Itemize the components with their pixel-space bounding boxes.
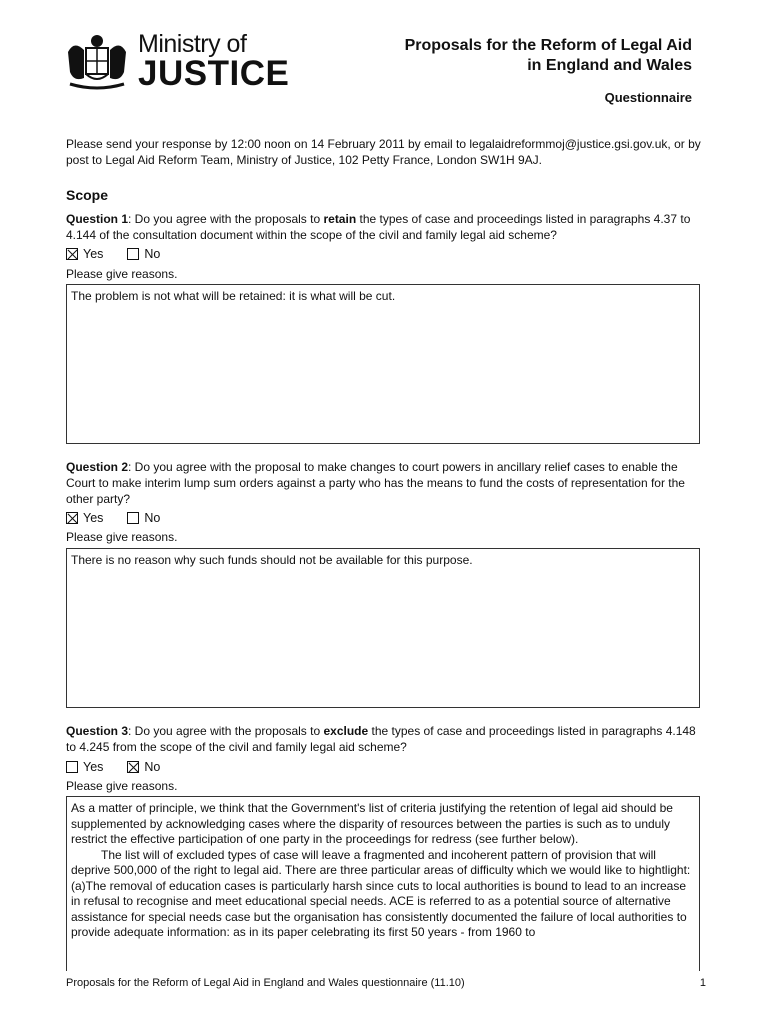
question-1-answer: The problem is not what will be retained: it is what will be cut.	[71, 289, 396, 303]
question-3-text	[66, 723, 706, 755]
question-1-no-label: No	[144, 247, 161, 261]
question-3-reasons-label: Please give reasons.	[66, 779, 178, 793]
document-title	[405, 36, 692, 76]
footer-text: Proposals for the Reform of Legal Aid in England and Wales questionnaire (11.10)	[66, 977, 465, 989]
question-2-label: Question 2	[66, 460, 129, 474]
question-3-answer-p1: As a matter of principle, we think that the Government's list of criteria justifying the retention of legal aid should be supplemented by acknowledging cases where the disparity of resources between the parties is such as to unduly restrict the effective participation of one party in the proceedings for redress (see further below).	[71, 801, 673, 846]
question-2-answer: There is no reason why such funds should not be available for this purpose.	[71, 553, 473, 567]
question-2-yes-label: Yes	[83, 511, 104, 525]
question-2-text	[66, 459, 706, 507]
question-2-yes-option[interactable]	[66, 511, 103, 525]
question-3-pre: : Do you agree with the proposals to	[128, 724, 324, 738]
question-2-answer-box[interactable]	[66, 548, 700, 708]
question-3-post: the types of case and proceedings listed in paragraphs 4.148 to 4.245 from the scope of the civil and family legal aid scheme?	[66, 724, 696, 754]
section-title: Scope	[66, 187, 109, 203]
question-3-yes-label: Yes	[83, 760, 104, 774]
logo-justice-text: JUSTICE	[138, 54, 290, 93]
question-1-answer-box[interactable]	[66, 284, 700, 444]
question-1-yes-checkbox[interactable]	[66, 248, 78, 260]
question-2-options	[66, 511, 160, 525]
question-1-pre: : Do you agree with the proposals to	[128, 212, 324, 226]
question-1-reasons-label: Please give reasons.	[66, 267, 178, 281]
question-1-text	[66, 211, 706, 243]
question-1-yes-option[interactable]	[66, 247, 103, 261]
question-3-options	[66, 760, 160, 774]
question-1-post: the types of case and proceedings listed in paragraphs 4.37 to 4.144 of the consultation document within the scope of the civil and family legal aid scheme?	[66, 212, 691, 242]
question-3-no-option[interactable]	[127, 760, 160, 774]
question-3-no-label: No	[144, 760, 161, 774]
question-3-label: Question 3	[66, 724, 129, 738]
question-3-yes-option[interactable]	[66, 760, 103, 774]
title-line-1: Proposals for the Reform of Legal Aid	[404, 37, 692, 54]
question-3-no-checkbox[interactable]	[127, 761, 139, 773]
page-number: 1	[699, 977, 706, 989]
question-1-options	[66, 247, 160, 261]
question-3-answer-p3: (a)The removal of education cases is particularly harsh since cuts to local authorities is bound to lead to an increase in refusal to recognise and meet educational special needs. ACE is referred to as a potential source of alternative assistance for special needs case but the organisation has consistently documented the failure of local authorities to provide adequate information: as in its paper celebrating its first 50 years - from 1960 to	[71, 878, 687, 939]
question-2-yes-checkbox[interactable]	[66, 512, 78, 524]
document-subtitle: Questionnaire	[604, 90, 692, 105]
question-2-no-checkbox[interactable]	[127, 512, 139, 524]
question-1-no-option[interactable]	[127, 247, 160, 261]
question-2-body: : Do you agree with the proposal to make changes to court powers in ancillary relief cases to enable the Court to make interim lump sum orders against a party who has the means to fund the costs of representation for the other party?	[66, 460, 685, 506]
question-1-bold: retain	[323, 212, 357, 226]
question-2-no-option[interactable]	[127, 511, 160, 525]
title-line-2: in England and Wales	[527, 57, 692, 74]
royal-coat-of-arms-icon	[64, 32, 130, 94]
logo-ministry-text: Ministry of	[138, 30, 247, 58]
question-3-answer-box[interactable]	[66, 796, 700, 971]
intro-text: Please send your response by 12:00 noon on 14 February 2011 by email to legalaidreformmoj@justice.gsi.gov.uk, or by post to Legal Aid Reform Team, Ministry of Justice, 102 Petty France, London SW1H 9AJ.	[66, 137, 701, 167]
question-3-yes-checkbox[interactable]	[66, 761, 78, 773]
question-1-yes-label: Yes	[83, 247, 104, 261]
question-3-bold: exclude	[323, 724, 369, 738]
question-2-reasons-label: Please give reasons.	[66, 530, 178, 544]
question-2-no-label: No	[144, 511, 161, 525]
question-3-answer-p2: The list will of excluded types of case will leave a fragmented and incoherent pattern of provision that will deprive 500,000 of the right to legal aid. There are three particular areas of difficulty which we would like to hightlight:	[71, 847, 691, 877]
question-1-no-checkbox[interactable]	[127, 248, 139, 260]
question-1-label: Question 1	[66, 212, 129, 226]
